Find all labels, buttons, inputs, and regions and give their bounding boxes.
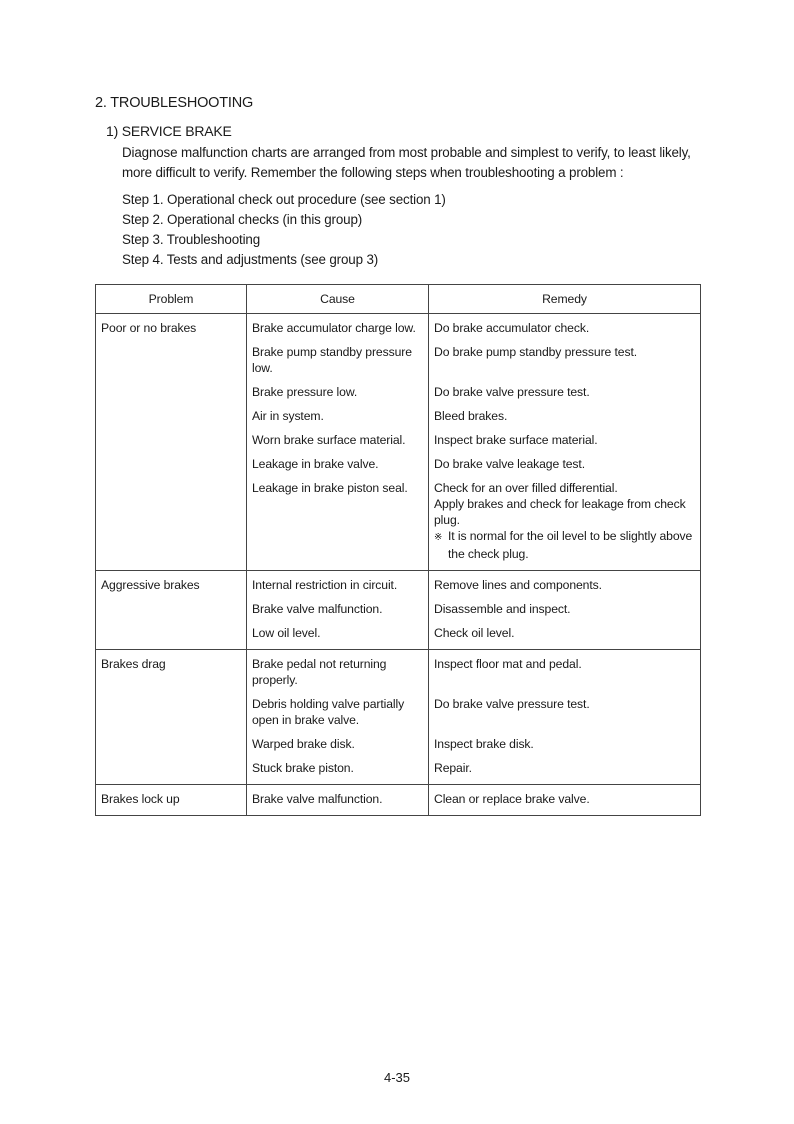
- cause-cell: Brake valve malfunction.: [247, 601, 429, 625]
- remedy-cell: [429, 736, 701, 760]
- table-row: [96, 650, 701, 697]
- remedy-line: Clean or replace brake valve.: [434, 792, 590, 806]
- remedy-line: Repair.: [434, 761, 472, 775]
- remedy-line: Inspect floor mat and pedal.: [434, 657, 582, 671]
- problem-cell: Poor or no brakes: [96, 314, 247, 571]
- step-item: Step 2. Operational checks (in this group): [122, 212, 363, 227]
- remedy-line: Do brake accumulator check.: [434, 321, 590, 335]
- table-row: [96, 314, 701, 345]
- remedy-cell: [429, 625, 701, 650]
- cause-cell: Stuck brake piston.: [247, 760, 429, 785]
- remedy-line: Inspect brake disk.: [434, 737, 534, 751]
- header-problem: Problem: [96, 285, 247, 314]
- subsection-title: 1) SERVICE BRAKE: [106, 123, 232, 139]
- cause-cell: Debris holding valve partially open in brake valve.: [247, 696, 429, 736]
- remedy-line: Apply brakes and check for leakage from check plug.: [434, 497, 686, 527]
- steps-list: [122, 190, 446, 270]
- remedy-line: Do brake pump standby pressure test.: [434, 345, 638, 359]
- cause-cell: Brake pressure low.: [247, 384, 429, 408]
- remedy-cell: [429, 760, 701, 785]
- remedy-cell: [429, 344, 701, 384]
- step-item: Step 1. Operational check out procedure (see section 1): [122, 192, 446, 207]
- remedy-cell: [429, 314, 701, 345]
- note-reference-mark: ※: [434, 532, 443, 543]
- remedy-line: Inspect brake surface material.: [434, 433, 598, 447]
- problem-cell: Brakes drag: [96, 650, 247, 785]
- page-number: 4-35: [383, 1070, 411, 1085]
- cause-cell: Leakage in brake piston seal.: [247, 480, 429, 571]
- remedy-line: Bleed brakes.: [434, 409, 508, 423]
- remedy-cell: [429, 696, 701, 736]
- remedy-line: Do brake valve pressure test.: [434, 697, 590, 711]
- note-text: It is normal for the oil level to be slightly above the check plug.: [448, 529, 693, 561]
- remedy-line: Remove lines and components.: [434, 578, 602, 592]
- cause-cell: Brake pedal not returning properly.: [247, 650, 429, 697]
- troubleshooting-table: [95, 284, 701, 816]
- intro-paragraph: Diagnose malfunction charts are arranged from most probable and simplest to verify, to least likely, more difficult to verify. Remember the following steps when troubleshooting a problem :: [122, 145, 691, 180]
- remedy-line: Disassemble and inspect.: [434, 602, 571, 616]
- section-title: 2. TROUBLESHOOTING: [95, 95, 254, 111]
- remedy-cell: [429, 571, 701, 602]
- step-item: Step 4. Tests and adjustments (see group 3): [122, 252, 379, 267]
- problem-cell: Brakes lock up: [96, 785, 247, 816]
- remedy-line: Do brake valve leakage test.: [434, 457, 585, 471]
- remedy-cell: [429, 650, 701, 697]
- table-row: [96, 785, 701, 816]
- remedy-line: Check oil level.: [434, 626, 515, 640]
- header-remedy: Remedy: [429, 285, 701, 314]
- remedy-cell: [429, 601, 701, 625]
- cause-cell: Worn brake surface material.: [247, 432, 429, 456]
- cause-cell: Leakage in brake valve.: [247, 456, 429, 480]
- cause-cell: Low oil level.: [247, 625, 429, 650]
- remedy-cell: [429, 408, 701, 432]
- cause-cell: Brake accumulator charge low.: [247, 314, 429, 345]
- header-cause: Cause: [247, 285, 429, 314]
- table-header-row: [96, 285, 701, 314]
- remedy-note: [434, 528, 695, 562]
- cause-cell: Brake valve malfunction.: [247, 785, 429, 816]
- table-body: [96, 314, 701, 816]
- cause-cell: Warped brake disk.: [247, 736, 429, 760]
- remedy-cell: [429, 480, 701, 571]
- remedy-cell: [429, 384, 701, 408]
- problem-cell: Aggressive brakes: [96, 571, 247, 650]
- cause-cell: Internal restriction in circuit.: [247, 571, 429, 602]
- remedy-line: Do brake valve pressure test.: [434, 385, 590, 399]
- table-row: [96, 571, 701, 602]
- remedy-line: Check for an over filled differential.: [434, 481, 618, 495]
- remedy-cell: [429, 432, 701, 456]
- cause-cell: Brake pump standby pressure low.: [247, 344, 429, 384]
- remedy-cell: [429, 785, 701, 816]
- step-item: Step 3. Troubleshooting: [122, 232, 260, 247]
- cause-cell: Air in system.: [247, 408, 429, 432]
- remedy-cell: [429, 456, 701, 480]
